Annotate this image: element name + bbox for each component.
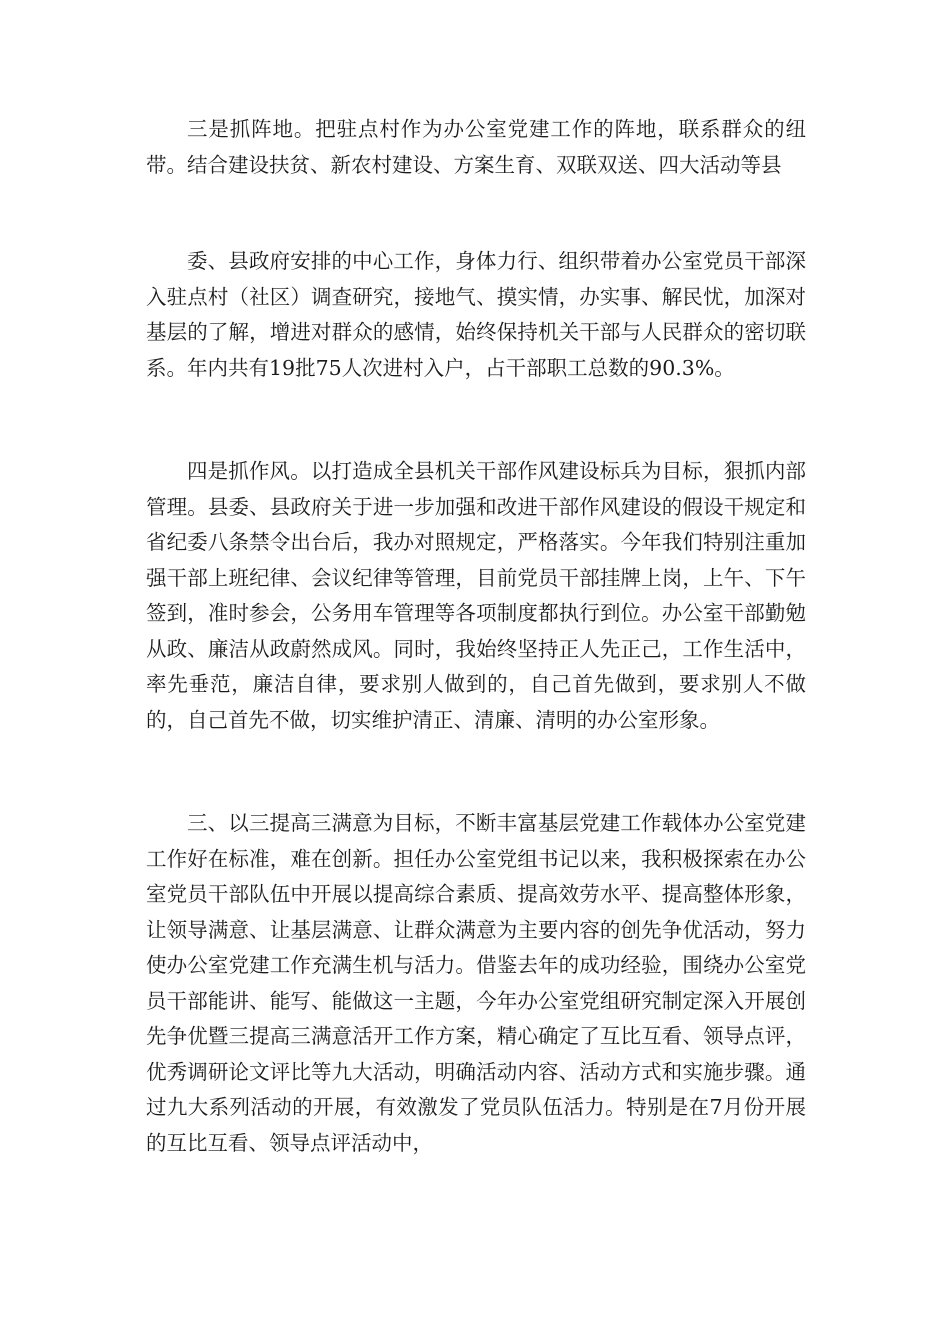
- paragraph-base-building: 三是抓阵地。把驻点村作为办公室党建工作的阵地，联系群众的纽带。结合建设扶贫、新农村建设、方案生育、双联双送、四大活动等县: [146, 117, 806, 177]
- paragraph-three-improvements: 三、以三提高三满意为目标，不断丰富基层党建工作载体办公室党建工作好在标准，难在创新。担任办公室党组书记以来，我积极探索在办公室党员干部队伍中开展以提高综合素质、提高效劳水平、提高整体形象，让领导满意、让基层满意、让群众满意为主要内容的创先争优活动，努力使办公室党建工作充满生机与活力。借鉴去年的成功经验，围绕办公室党员干部能讲、能写、能做这一主题，今年办公室党组研究制定深入开展创先争优暨三提高三满意活开工作方案，精心确定了互比互看、领导点评，优秀调研论文评比等九大活动，明确活动内容、活动方式和实施步骤。通过九大系列活动的开展，有效激发了党员队伍活力。特别是在7月份开展的互比互看、领导点评活动中，: [146, 811, 806, 1155]
- paragraph-village-work: 委、县政府安排的中心工作，身体力行、组织带着办公室党员干部深入驻点村（社区）调查研究，接地气、摸实情，办实事、解民忧，加深对基层的了解，增进对群众的感情，始终保持机关干部与人民群众的密切联系。年内共有19批75人次进村入户，占干部职工总数的90.3%。: [146, 249, 806, 380]
- paragraph-work-style: 四是抓作风。以打造成全县机关干部作风建设标兵为目标，狠抓内部管理。县委、县政府关于进一步加强和改进干部作风建设的假设干规定和省纪委八条禁令出台后，我办对照规定，严格落实。今年我们特别注重加强干部上班纪律、会议纪律等管理，目前党员干部挂牌上岗，上午、下午签到，准时参会，公务用车管理等各项制度都执行到位。办公室干部勤勉从政、廉洁从政蔚然成风。同时，我始终坚持正人先正己，工作生活中，率先垂范，廉洁自律，要求别人做到的，自己首先做到，要求别人不做的，自己首先不做，切实维护清正、清廉、清明的办公室形象。: [146, 459, 806, 732]
